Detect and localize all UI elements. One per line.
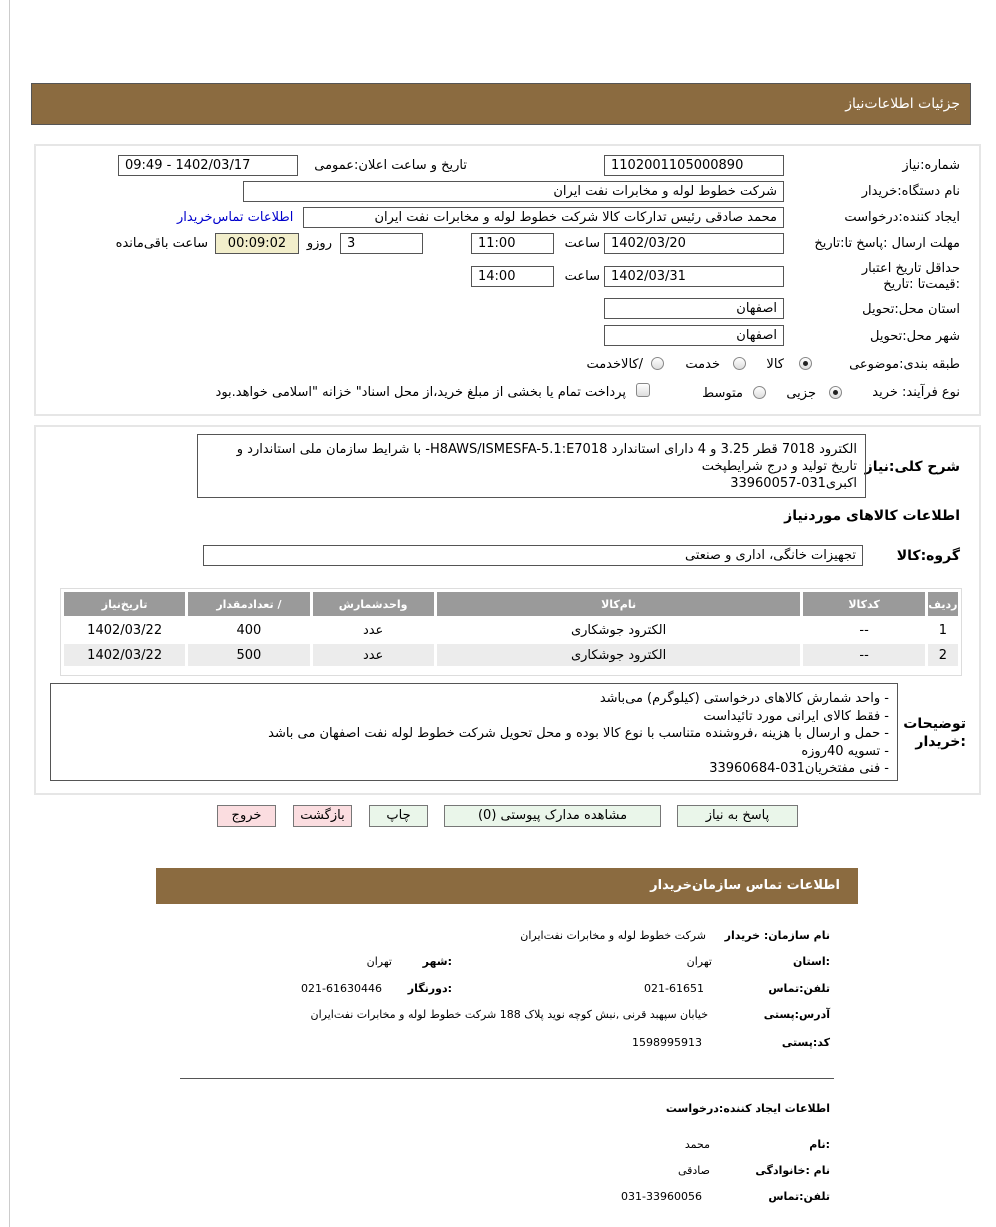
cell-unit: عدد — [313, 644, 434, 666]
process-partial-radio[interactable] — [829, 386, 842, 399]
contact-phone-label: تلفن:تماس — [768, 982, 830, 995]
buyer-note-line: - تسویه 40روزه — [801, 743, 889, 759]
process-partial-label: جزیی — [786, 386, 816, 401]
buyer-note-line: - فنی مفتخریان031-33960684 — [709, 761, 889, 776]
cell-date: 1402/03/22 — [64, 644, 185, 666]
cell-row: 2 — [928, 644, 958, 666]
exit-button[interactable]: خروج — [217, 805, 276, 827]
creator-phone-value: 031-33960056 — [621, 1190, 702, 1203]
city-field: اصفهان — [604, 325, 784, 346]
contact-province-value: تهران — [686, 955, 712, 968]
validity-time-field: 14:00 — [471, 266, 554, 287]
category-service-radio[interactable] — [733, 357, 746, 370]
cell-date: 1402/03/22 — [64, 619, 185, 641]
creator-family-label: نام :خانوادگی — [755, 1164, 830, 1177]
need-number-field: 1102001105000890 — [604, 155, 784, 176]
province-field: اصفهان — [604, 298, 784, 319]
remaining-label: ساعت باقی‌مانده — [115, 236, 208, 251]
col-quantity: / تعدادمقدار — [188, 592, 309, 616]
contact-title: اطلاعات تماس سازمان‌خریدار — [650, 878, 840, 893]
remaining-time-field: 00:09:02 — [215, 233, 299, 254]
buyer-note-line: - واحد شمارش کالاهای درخواستی (کیلوگرم) می‌باشد — [599, 691, 889, 706]
cell-unit: عدد — [313, 619, 434, 641]
city-label: شهر محل:تحویل — [870, 329, 960, 344]
goods-group-label: گروه:کالا — [896, 548, 960, 564]
cell-name: الکترود جوشکاری — [437, 619, 801, 641]
contact-org-label: نام سازمان: خریدار — [724, 929, 830, 942]
creator-family-value: صادقی — [677, 1164, 710, 1177]
category-goods-service-label: /کالاخدمت — [586, 357, 643, 372]
description-line-3: اکبری031-33960057 — [730, 476, 857, 491]
contact-fax-value: 021-61630446 — [301, 982, 382, 995]
contact-address-value: خیابان سپهبد قرنی ,نبش کوچه نوید پلاک 188 شرکت خطوط لوله و مخابرات نفت‌ایران — [310, 1008, 708, 1021]
description-line-2: تاریخ تولید و درج شرایطپخت — [701, 459, 857, 474]
col-date: تاریخ‌نیاز — [64, 592, 185, 616]
validity-date-field: 1402/03/31 — [604, 266, 784, 287]
validity-label: حداقل تاریخ اعتبار :قیمت‌تا :تاریخ — [861, 261, 960, 292]
contact-city-value: تهران — [366, 955, 392, 968]
creator-name-value: محمد — [684, 1138, 710, 1151]
category-service-label: خدمت — [685, 357, 720, 372]
contact-fax-label: :دورنگار — [407, 982, 452, 995]
deadline-label: مهلت ارسال :پاسخ تا:تاریخ — [814, 236, 960, 251]
back-button[interactable]: بازگشت — [293, 805, 352, 827]
province-label: استان محل:تحویل — [862, 302, 960, 317]
contact-city-label: :شهر — [422, 955, 452, 968]
need-number-label: شماره:نیاز — [902, 158, 960, 173]
creator-field: محمد صادقی رئیس تدارکات کالا شرکت خطوط لوله و مخابرات نفت ایران — [303, 207, 784, 228]
goods-table — [61, 589, 961, 669]
goods-group-field: تجهیزات خانگی، اداری و صنعتی — [203, 545, 863, 566]
days-field: 3 — [340, 233, 423, 254]
category-goods-label: کالا — [766, 357, 784, 372]
attachments-button[interactable]: مشاهده مدارک پیوستی (0) — [444, 805, 661, 827]
category-goods-service-radio[interactable] — [651, 357, 664, 370]
contact-province-label: :استان — [793, 955, 830, 968]
deadline-date-field: 1402/03/20 — [604, 233, 784, 254]
creator-name-label: :نام — [809, 1138, 830, 1151]
description-box — [197, 434, 866, 498]
contact-header — [156, 868, 858, 904]
buyer-org-field: شرکت خطوط لوله و مخابرات نفت ایران — [243, 181, 784, 202]
creator-info-title: اطلاعات ایجاد کننده:درخواست — [665, 1102, 830, 1115]
description-label: شرح کلی:نیاز — [864, 459, 960, 475]
creator-label: ایجاد کننده:درخواست — [844, 210, 960, 225]
buyer-note-line: - فقط کالای ایرانی مورد تائیداست — [703, 708, 889, 724]
goods-info-title: اطلاعات کالاهای موردنیاز — [784, 508, 960, 524]
page-title: جزئیات اطلاعات‌نیاز — [845, 96, 960, 112]
page-header — [31, 83, 971, 125]
cell-name: الکترود جوشکاری — [437, 644, 801, 666]
category-label: طبقه بندی:موضوعی — [849, 357, 960, 372]
process-label: نوع فرآیند: خرید — [872, 385, 960, 400]
cell-quantity: 500 — [188, 644, 309, 666]
goods-table-header — [64, 592, 958, 616]
contact-divider — [180, 1078, 834, 1079]
contact-phone-value: 021-61651 — [644, 982, 704, 995]
col-row: ردیف — [928, 592, 958, 616]
contact-org-value: شرکت خطوط لوله و مخابرات نفت‌ایران — [520, 929, 706, 942]
col-unit: واحدشمارش — [313, 592, 434, 616]
creator-phone-label: تلفن:تماس — [768, 1190, 830, 1203]
table-row — [64, 619, 958, 641]
announce-field: 1402/03/17 - 09:49 — [118, 155, 298, 176]
cell-code: -- — [803, 619, 924, 641]
treasury-payment-label: پرداخت تمام یا بخشی از مبلغ خرید،از محل اسناد" خزانه "اسلامی خواهد.بود — [215, 385, 626, 400]
buyer-org-label: نام دستگاه:خریدار — [861, 184, 960, 199]
contact-address-label: آدرس:پستی — [763, 1008, 830, 1021]
validity-time-label: ساعت — [564, 269, 600, 284]
process-medium-radio[interactable] — [753, 386, 766, 399]
col-code: کدکالا — [803, 592, 924, 616]
deadline-time-field: 11:00 — [471, 233, 554, 254]
page-left-border — [9, 0, 10, 1227]
cell-quantity: 400 — [188, 619, 309, 641]
announce-label: تاریخ و ساعت اعلان:عمومی — [314, 158, 467, 173]
days-label: روزو — [306, 236, 332, 251]
category-goods-radio[interactable] — [799, 357, 812, 370]
buyer-notes-label: توضیحات :خریدار — [903, 716, 966, 750]
buyer-note-line: - حمل و ارسال با هزینه ،فروشنده متناسب با نوع کالا بوده و محل تحویل شرکت خطوط لوله نفت اصفهان می باشد — [268, 726, 889, 741]
process-medium-label: متوسط — [702, 386, 743, 401]
buyer-contact-link[interactable]: اطلاعات تماس‌خریدار — [177, 210, 294, 225]
description-line-1: الکترود 7018 قطر 3.25 و 4 دارای استاندارد H8AWS/ISMESFA-5.1:E7018- با شرایط سازمان ملی استاندارد و — [236, 442, 857, 457]
contact-postal-value: 1598995913 — [632, 1036, 702, 1049]
print-button[interactable]: چاپ — [369, 805, 428, 827]
table-row — [64, 644, 958, 666]
buyer-notes-box — [50, 683, 898, 781]
contact-postal-label: کد:پستی — [781, 1036, 830, 1049]
treasury-payment-checkbox[interactable] — [636, 383, 650, 397]
cell-code: -- — [803, 644, 924, 666]
col-name: نام‌کالا — [437, 592, 801, 616]
cell-row: 1 — [928, 619, 958, 641]
reply-button[interactable]: پاسخ به نیاز — [677, 805, 798, 827]
deadline-time-label: ساعت — [564, 236, 600, 251]
